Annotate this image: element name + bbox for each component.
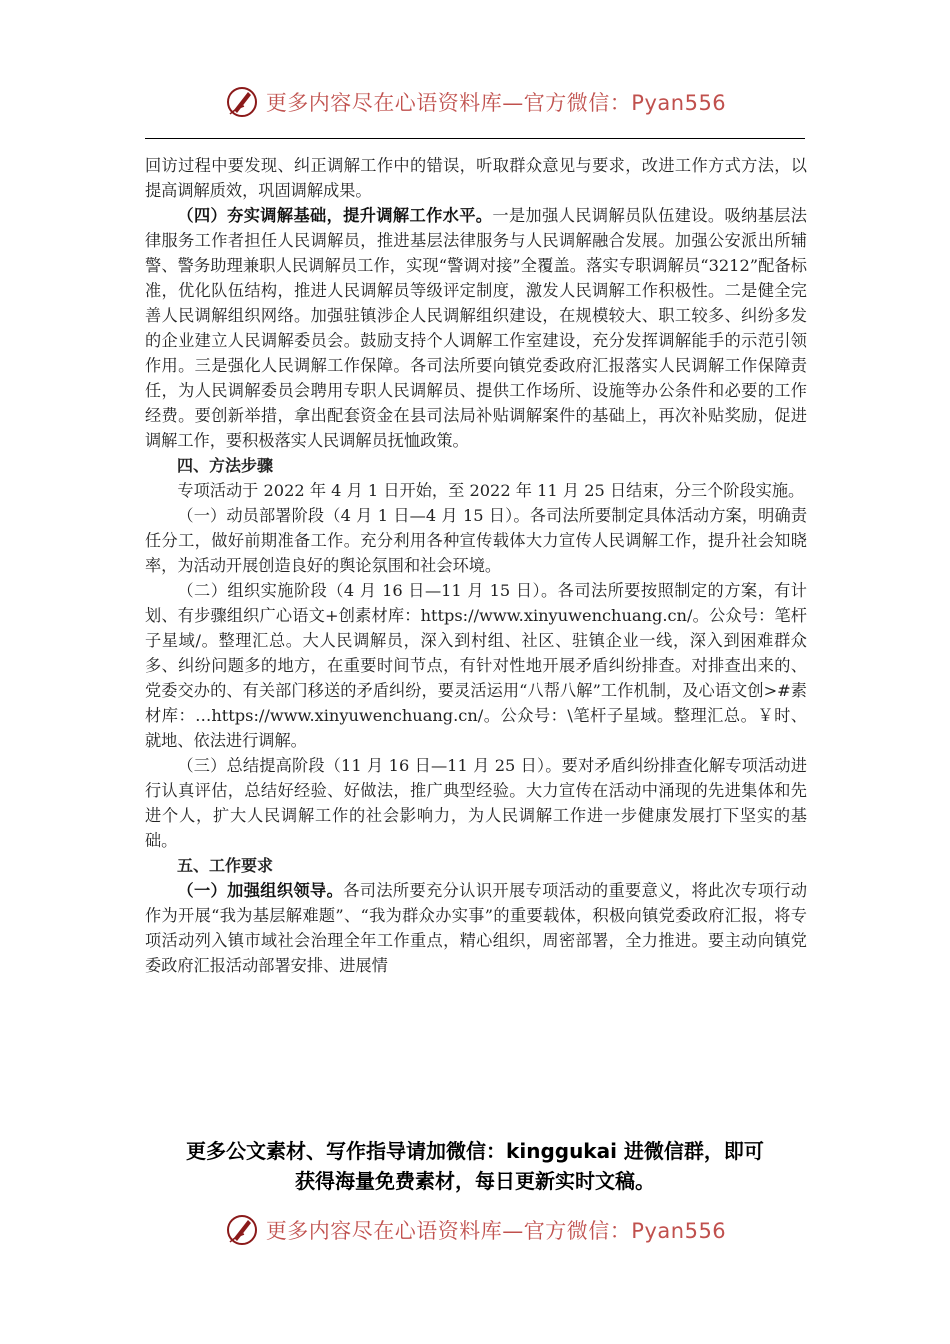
header-watermark-banner — [0, 80, 950, 124]
promo-notice — [120, 1136, 830, 1196]
document-body — [145, 153, 807, 978]
paragraph: 专项活动于 2022 年 4 月 1 日开始，至 2022 年 11 月 25 日结束，分三个阶段实施。 — [177, 481, 805, 500]
paragraph: （三）总结提高阶段（11 月 16 日—11 月 25 日）。要对矛盾纠纷排查化解专项活动进行认真评估，总结好经验、好做法，推广典型经验。大力宣传在活动中涌现的先进集体和先进个人，扩大人民调解工作的社会影响力，为人民调解工作进一步健康发展打下坚实的基础。 — [145, 756, 807, 850]
quill-logo-icon — [224, 84, 260, 120]
paragraph: 回访过程中要发现、纠正调解工作中的错误，听取群众意见与要求，改进工作方式方法，以提高调解质效，巩固调解成果。 — [145, 156, 807, 200]
footer-watermark-banner — [0, 1208, 950, 1252]
banner-text: 更多内容尽在心语资料库—官方微信：Pyan556 — [265, 91, 727, 115]
section-heading: 四、方法步骤 — [177, 456, 274, 475]
quill-logo-icon — [224, 1212, 260, 1248]
paragraph — [145, 878, 807, 978]
paragraph-bold-lead: （四）夯实调解基础，提升调解工作水平。 — [177, 206, 493, 225]
paragraph-bold-lead: （一）加强组织领导。 — [177, 881, 344, 900]
paragraph: （一）动员部署阶段（4 月 1 日—4 月 15 日）。各司法所要制定具体活动方案，明确责任分工，做好前期准备工作。充分利用各种宣传载体大力宣传人民调解工作，提升社会知晓率，为活动开展创造良好的舆论氛围和社会环境。 — [145, 506, 807, 575]
promo-line: 获得海量免费素材，每日更新实时文稿。 — [295, 1169, 655, 1193]
promo-line: 更多公文素材、写作指导请加微信：kinggukai 进微信群，即可 — [186, 1139, 764, 1163]
banner-text: 更多内容尽在心语资料库—官方微信：Pyan556 — [265, 1219, 727, 1243]
paragraph: （二）组织实施阶段（4 月 16 日—11 月 15 日）。各司法所要按照制定的方案，有计划、有步骤组织广心语文+创素材库：https://www.xinyuwenchuang.cn/。公众号：笔杆子星域/。整理汇总。大人民调解员，深入到村组、社区、驻镇企业一线，深入到困难群众多、纠纷问题多的地方，在重要时间节点，有针对性地开展矛盾纠纷排查。对排查出来的、党委交办的、有关部门移送的矛盾纠纷，要灵活运用“八帮八解”工作机制，及心语文创>#素材库：…https://www.xinyuwenchuang.cn/。公众号：\笔杆子星域。整理汇总。￥时、就地、依法进行调解。 — [145, 581, 807, 750]
section-heading: 五、工作要求 — [177, 856, 274, 875]
paragraph — [145, 203, 807, 453]
paragraph-text: 各司法所要充分认识开展专项活动的重要意义，将此次专项行动作为开展“我为基层解难题”、“我为群众办实事”的重要载体，积极向镇党委政府汇报，将专项活动列入镇市域社会治理全年工作重点，精心组织，周密部署，全力推进。要主动向镇党委政府汇报活动部署安排、进展情 — [145, 881, 808, 975]
paragraph-text: 一是加强人民调解员队伍建设。吸纳基层法律服务工作者担任人民调解员，推进基层法律服务与人民调解融合发展。加强公安派出所辅警、警务助理兼职人民调解员工作，实现“警调对接”全覆盖。落实专职调解员“3212”配备标准，优化队伍结构，推进人民调解员等级评定制度，激发人民调解工作积极性。二是健全完善人民调解组织网络。加强驻镇涉企人民调解组织建设，在规模较大、职工较多、纠纷多发的企业建立人民调解委员会。鼓励支持个人调解工作室建设，充分发挥调解能手的示范引领作用。三是强化人民调解工作保障。各司法所要向镇党委政府汇报落实人民调解工作保障责任，为人民调解委员会聘用专职人民调解员、提供工作场所、设施等办公条件和必要的工作经费。要创新举措，拿出配套资金在县司法局补贴调解案件的基础上，再次补贴奖励，促进调解工作，要积极落实人民调解员抚恤政策。 — [145, 206, 807, 450]
header-divider — [145, 138, 805, 139]
